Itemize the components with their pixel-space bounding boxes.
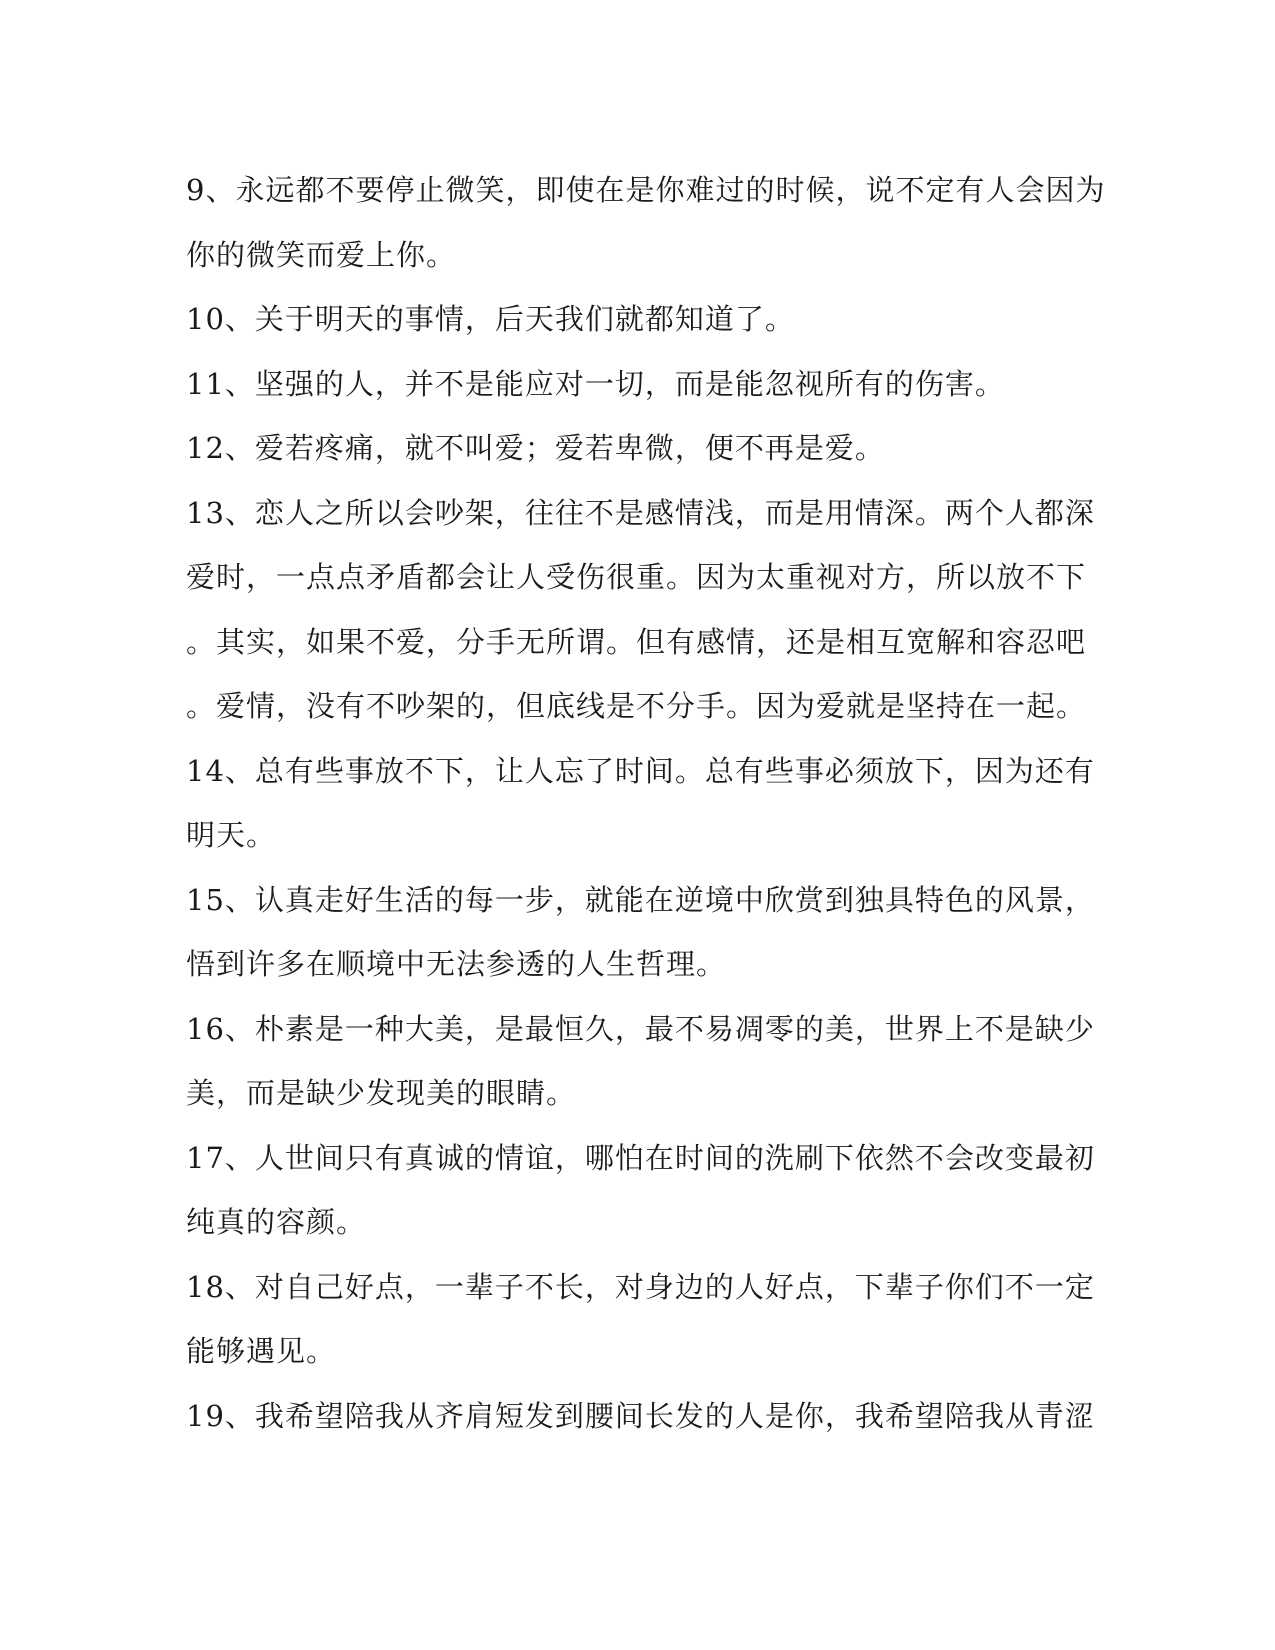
text-line: 16、朴素是一种大美，是最恒久，最不易凋零的美，世界上不是缺少 — [186, 1011, 1095, 1046]
text-line: 12、爱若疼痛，就不叫爱；爱若卑微，便不再是爱。 — [186, 431, 885, 465]
text-line: 爱时，一点点矛盾都会让人受伤很重。因为太重视对方，所以放不下 — [186, 560, 1087, 594]
text-line: 13、恋人之所以会吵架，往往不是感情浅，而是用情深。两个人都深 — [186, 495, 1095, 530]
text-line: 。爱情，没有不吵架的，但底线是不分手。因为爱就是坚持在一起。 — [186, 689, 1087, 723]
text-line: 10、关于明天的事情，后天我们就都知道了。 — [186, 302, 795, 336]
text-line: 15、认真走好生活的每一步，就能在逆境中欣赏到独具特色的风景， — [186, 882, 1095, 917]
text-line: 18、对自己好点，一辈子不长，对身边的人好点，下辈子你们不一定 — [186, 1269, 1095, 1304]
text-line: 能够遇见。 — [186, 1334, 337, 1368]
text-line: 19、我希望陪我从齐肩短发到腰间长发的人是你，我希望陪我从青涩 — [186, 1398, 1095, 1433]
text-line: 美，而是缺少发现美的眼睛。 — [186, 1076, 577, 1110]
text-line: 17、人世间只有真诚的情谊，哪怕在时间的洗刷下依然不会改变最初 — [186, 1140, 1095, 1175]
text-line: 9、永远都不要停止微笑，即使在是你难过的时候，说不定有人会因为 — [186, 173, 1106, 207]
text-line: 14、总有些事放不下，让人忘了时间。总有些事必须放下，因为还有 — [186, 753, 1095, 788]
document-body — [186, 158, 1106, 1448]
text-line: 悟到许多在顺境中无法参透的人生哲理。 — [186, 947, 727, 981]
text-line: 明天。 — [186, 818, 277, 852]
text-line: 纯真的容颜。 — [186, 1205, 367, 1239]
text-line: 11、坚强的人，并不是能应对一切，而是能忽视所有的伤害。 — [186, 366, 1005, 401]
text-line: 。其实，如果不爱，分手无所谓。但有感情，还是相互宽解和容忍吧 — [186, 624, 1087, 659]
text-line: 你的微笑而爱上你。 — [186, 237, 457, 272]
